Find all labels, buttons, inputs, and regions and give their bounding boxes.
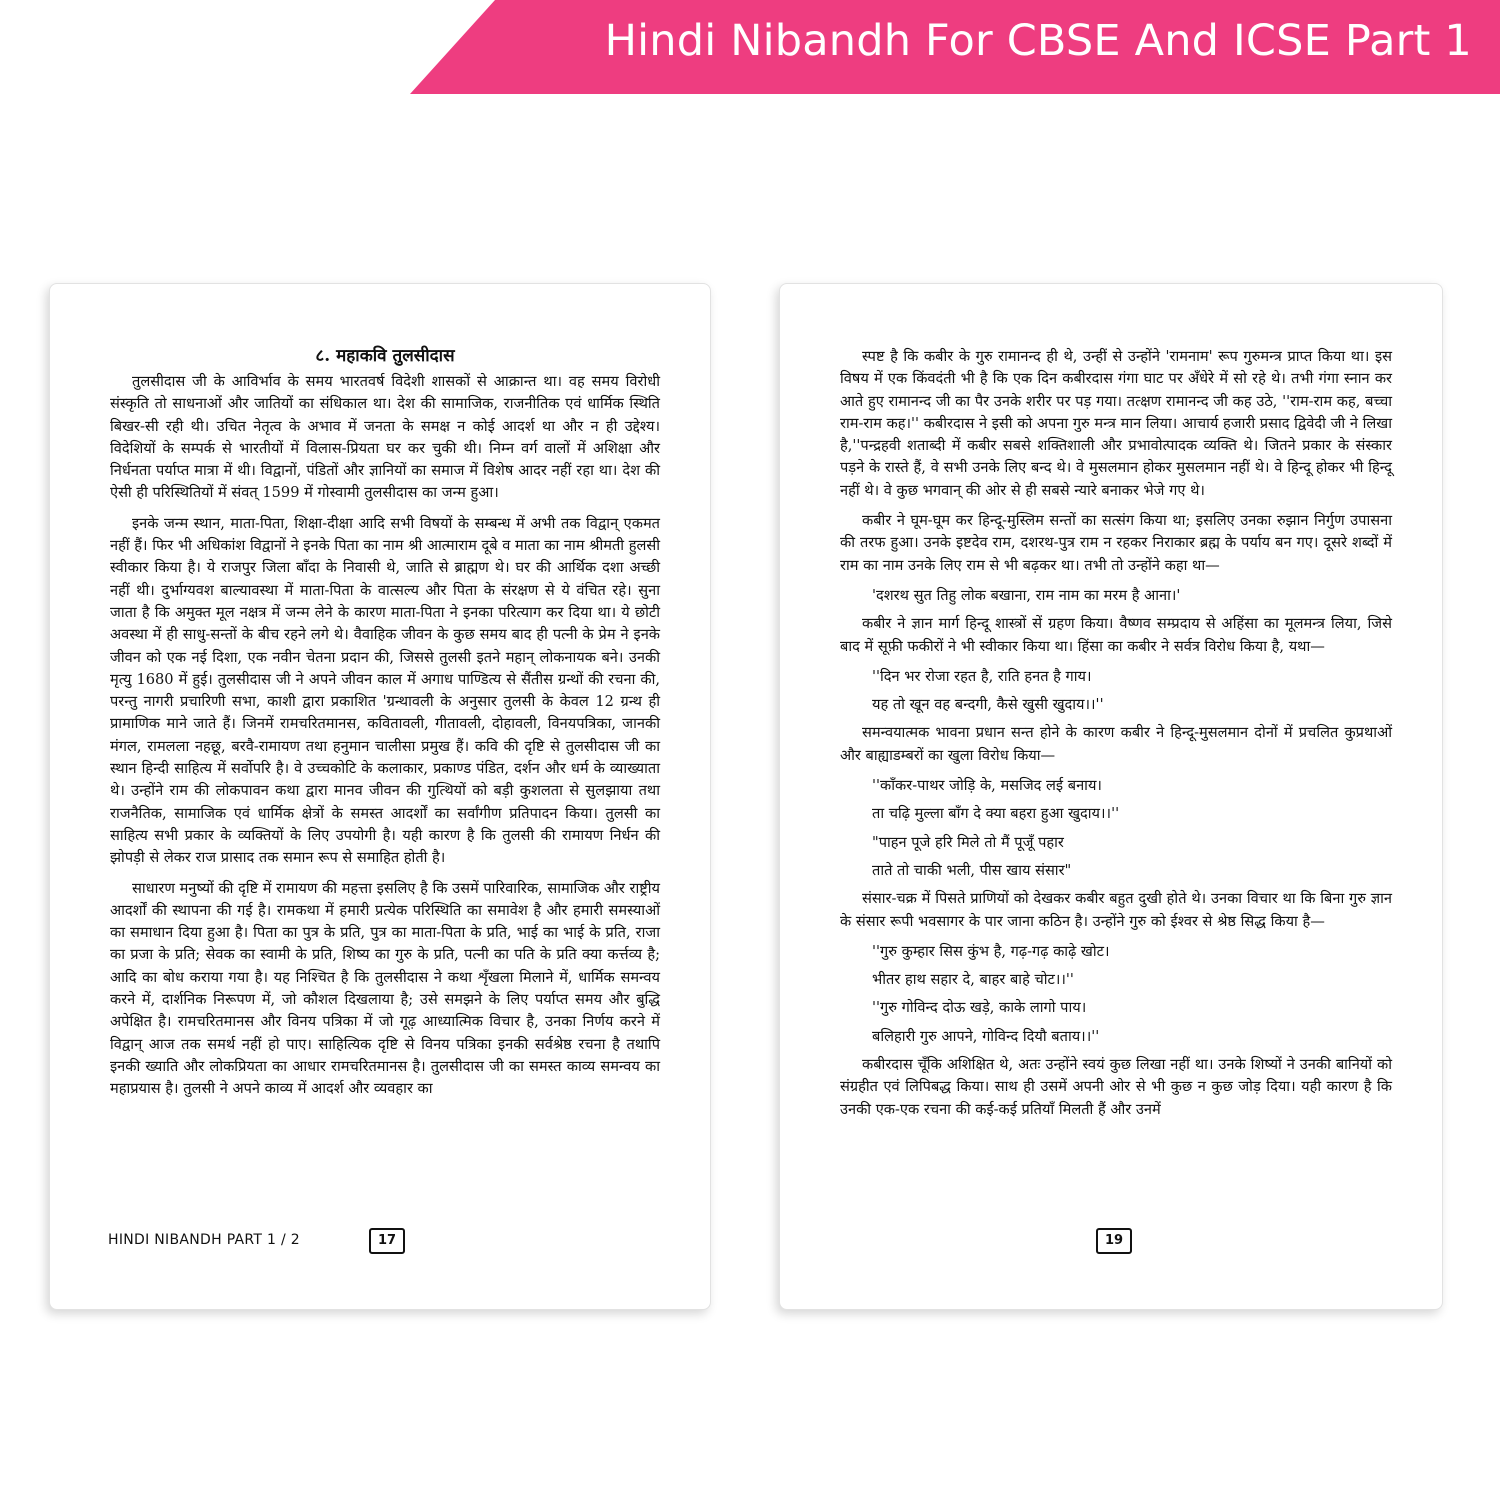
verse-line: "पाहन पूजे हरि मिले तो मैं पूजूँ पहार bbox=[872, 833, 1064, 851]
verse-line: बलिहारी गुरु आपने, गोविन्द दियौ बताय।।'' bbox=[872, 1027, 1100, 1045]
verse-line: 'दशरथ सुत तिहु लोक बखाना, राम नाम का मरम है आना।' bbox=[872, 586, 1181, 604]
right-page-content bbox=[840, 346, 1392, 1129]
paragraph: संसार-चक्र में पिसते प्राणियों को देखकर कबीर बहुत दुखी होते थे। उनका विचार था कि बिना गुरु ज्ञान के संसार रूपी भवसागर के पार जाना कठिन है। उन्होंने गुरु को ईश्वर से श्रेष्ठ सिद्ध किया है— bbox=[840, 890, 1392, 930]
verse-line: भीतर हाथ सहार दे, बाहर बाहे चोट।।'' bbox=[872, 971, 1074, 989]
verse-line: ''दिन भर रोजा रहत है, राति हनत है गाय। bbox=[872, 667, 1092, 685]
paragraph: तुलसीदास जी के आविर्भाव के समय भारतवर्ष विदेशी शासकों से आक्रान्त था। वह समय विरोधी संस्कृति तो साधनाओं और जातियों का संधिकाल था। देश की सामाजिक, राजनीतिक एवं धार्मिक स्थिति बिखर-सी रही थी। उचित नेतृत्व के अभाव में जनता के समक्ष न कोई आदर्श था और न ही उद्देश्य। विदेशियों के सम्पर्क से भारतीयों में विलास-प्रियता घर कर चुकी थी। निम्न वर्ग वालों में अशिक्षा और निर्धनता पर्याप्त मात्रा में थी। विद्वानों, पंडितों और ज्ञानियों का समाज में विशेष आदर नहीं रहा था। देश की ऐसी ही परिस्थितियों में संवत् 1599 में गोस्वामी तुलसीदास का जन्म हुआ। bbox=[110, 373, 660, 502]
page-number-17: 17 bbox=[369, 1228, 405, 1254]
paragraph: कबीरदास चूँकि अशिक्षित थे, अतः उन्होंने स्वयं कुछ लिखा नहीं था। उनके शिष्यों ने उनकी बानियों को संग्रहीत एवं लिपिबद्ध किया। साथ ही उसमें अपनी ओर से भी कुछ न कुछ जोड़ दिया। यही कारण है कि उनकी एक-एक रचना की कई-कई प्रतियाँ मिलती हैं और उनमें bbox=[840, 1056, 1392, 1118]
paragraph: कबीर ने घूम-घूम कर हिन्दू-मुस्लिम सन्तों का सत्संग किया था; इसलिए उनका रुझान निर्गुण उपासना की तरफ हुआ। उनके इष्टदेव राम, दशरथ-पुत्र राम न रहकर निराकार ब्रह्म के पर्याय बन गए। दूसरे शब्दों में राम का नाम उनके लिए राम से भी बढ़कर था। तभी तो उन्होंने कहा था— bbox=[840, 512, 1392, 574]
footer-label: HINDI NIBANDH PART 1 / 2 bbox=[108, 1232, 300, 1248]
verse-line: ''गुरु गोविन्द दोऊ खड़े, काके लागो पाय। bbox=[872, 999, 1087, 1017]
verse-line: ता चढ़ि मुल्ला बाँग दे क्या बहरा हुआ खुदाय।।'' bbox=[872, 805, 1120, 823]
verse-line: ''गुरु कुम्हार सिस कुंभ है, गढ़-गढ़ काढ़े खोट। bbox=[872, 942, 1110, 960]
verse-line: ''काँकर-पाथर जोड़ि के, मसजिद लई बनाय। bbox=[872, 777, 1102, 795]
paragraph: स्पष्ट है कि कबीर के गुरु रामानन्द ही थे, उन्हीं से उन्होंने 'रामनाम' रूप गुरुमन्त्र प्राप्त किया था। इस विषय में एक किंवदंती भी है कि एक दिन कबीरदास गंगा घाट पर अँधेरे में सो रहे थे। तभी गंगा स्नान कर आते हुए रामानन्द जी का पैर उनके शरीर पर पड़ गया। तत्क्षण रामानन्द जी कह उठे, ''राम-राम कह, बच्चा राम-राम कह।'' कबीरदास ने इसी को अपना गुरु मन्त्र मान लिया। आचार्य हजारी प्रसाद द्विवेदी जी ने लिखा है,''पन्द्रहवी शताब्दी में कबीर सबसे शक्तिशाली और प्रभावोत्पादक व्यक्ति थे। जितने प्रकार के संस्कार पड़ने के रास्ते हैं, वे सभी उनके लिए बन्द थे। वे मुसलमान होकर मुसलमान नहीं थे। वे हिन्दू होकर भी हिन्दू नहीं थे। वे कुछ भगवान् की ओर से ही सबसे न्यारे बनाकर भेजे गए थे। bbox=[840, 348, 1392, 499]
chapter-title: ८. महाकवि तुलसीदास bbox=[315, 346, 455, 366]
paragraph: समन्वयात्मक भावना प्रधान सन्त होने के कारण कबीर ने हिन्दू-मुसलमान दोनों में प्रचलित कुप्रथाओं और बाह्याडम्बरों का खुला विरोध किया— bbox=[840, 724, 1392, 764]
paragraph: इनके जन्म स्थान, माता-पिता, शिक्षा-दीक्षा आदि सभी विषयों के सम्बन्ध में अभी तक विद्वान् एकमत नहीं हैं। फिर भी अधिकांश विद्वानों ने इनके पिता का नाम श्री आत्माराम दूबे व माता का नाम श्रीमती हुलसी स्वीकार किया है। ये राजपुर जिला बाँदा के निवासी थे, जाति से ब्राह्मण थे। घर की आर्थिक दशा अच्छी नहीं थी। दुर्भाग्यवश बाल्यावस्था में माता-पिता के वात्सल्य और पिता के संरक्षण से ये वंचित रहे। सुना जाता है कि अमुक्त मूल नक्षत्र में जन्म लेने के कारण माता-पिता ने इनका परित्याग कर दिया था। ये छोटी अवस्था में ही साधु-सन्तों के बीच रहने लगे थे। वैवाहिक जीवन के कुछ समय बाद ही पत्नी के प्रेम ने इनके जीवन को एक नई दिशा, एक नवीन चेतना प्रदान की, जिससे तुलसी इतने महान् लोकनायक बने। उनकी मृत्यु 1680 में हुई। तुलसीदास जी ने अपने जीवन काल में अगाध पाण्डित्य से सैंतीस ग्रन्थों की रचना की, परन्तु नागरी प्रचारिणी सभा, काशी द्वारा प्रकाशित 'ग्रन्थावली के अनुसार तुलसी के केवल 12 ग्रन्थ ही प्रामाणिक माने जाते हैं। जिनमें रामचरितमानस, कवितावली, गीतावली, दोहावली, विनयपत्रिका, जानकी मंगल, रामलला नहछू, बरवै-रामायण तथा हनुमान चालीसा प्रमुख हैं। कवि की दृष्टि से तुलसीदास जी का स्थान हिन्दी साहित्य में सर्वोपरि है। वे उच्चकोटि के कलाकार, प्रकाण्ड पंडित, दर्शन और धर्म के व्याख्याता थे। उन्होंने राम की लोकपावन कथा द्वारा मानव जीवन की गुत्थियों को बड़ी कुशलता से सुलझाया तथा राजनैतिक, सामाजिक एवं धार्मिक क्षेत्रों के समस्त आदर्शों का सर्वांगीण प्रतिपादन किया। तुलसी का साहित्य सभी प्रकार के व्यक्तियों के लिए उपयोगी है। यही कारण है कि तुलसी की रामायण निर्धन की झोपड़ी से लेकर राज प्रासाद तक समान रूप से समाहित होती है। bbox=[110, 514, 660, 867]
page-number-19: 19 bbox=[1096, 1228, 1132, 1254]
verse-line: ताते तो चाकी भली, पीस खाय संसार" bbox=[872, 861, 1072, 879]
left-page bbox=[49, 283, 711, 1310]
paragraph: साधारण मनुष्यों की दृष्टि में रामायण की महत्ता इसलिए है कि उसमें पारिवारिक, सामाजिक और राष्ट्रीय आदर्शों की स्थापना की गई है। रामकथा में हमारी प्रत्येक परिस्थिति का समावेश है और हमारी समस्याओं का समाधान दिया हुआ है। पिता का पुत्र के प्रति, पुत्र का माता-पिता के प्रति, भाई का भाई के प्रति, राजा का प्रजा के प्रति; सेवक का स्वामी के प्रति, शिष्य का गुरु के प्रति, पत्नी का पति के प्रति क्या कर्त्तव्य है; आदि का बोध कराया गया है। यह निश्चित है कि तुलसीदास ने कथा शृँखला मिलाने में, धार्मिक समन्वय करने में, दार्शनिक निरूपण में, जो कौशल दिखलाया है; उसे समझने के लिए पर्याप्त समय और बुद्धि अपेक्षित है। रामचरितमानस और विनय पत्रिका में जो गूढ़ आध्यात्मिक विचार है, उनका निर्णय करने में विद्वान् आज तक समर्थ नहीं हो पाए। साहित्यिक दृष्टि से विनय पत्रिका इनकी सर्वश्रेष्ठ रचना है तथापि इनकी ख्याति और लोकप्रियता का आधार रामचरितमानस है। तुलसीदास जी का समस्त काव्य समन्वय का महाप्रयास है। तुलसी ने अपने काव्य में आदर्श और व्यवहार का bbox=[110, 879, 660, 1098]
right-page bbox=[779, 283, 1443, 1310]
left-page-content bbox=[110, 344, 660, 1109]
verse-line: यह तो खून वह बन्दगी, कैसे खुसी खुदाय।।'' bbox=[872, 696, 1104, 714]
banner-title: Hindi Nibandh For CBSE And ICSE Part 1 bbox=[604, 16, 1472, 66]
paragraph: कबीर ने ज्ञान मार्ग हिन्दू शास्त्रों सें ग्रहण किया। वैष्णव सम्प्रदाय से अहिंसा का मूलमन्त्र लिया, जिसे बाद में सूफ़ी फकीरों ने भी स्वीकार किया था। हिंसा का कबीर ने सर्वत्र विरोध किया है, यथा— bbox=[840, 615, 1392, 655]
